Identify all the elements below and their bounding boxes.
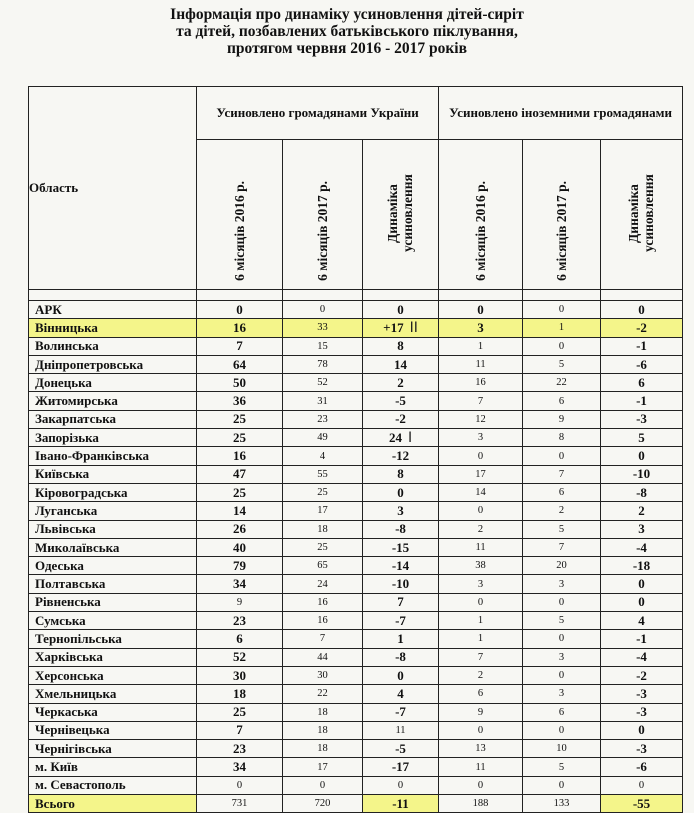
foreign-2016: 38 [439,557,523,575]
foreign-2017: 9 [523,410,601,428]
spacer-cell [601,290,683,301]
ukraine-2016: 16 [197,447,283,465]
ukraine-2016: 26 [197,520,283,538]
ukraine-2017: 0 [283,301,363,319]
ukraine-dynamics: 8 [363,337,439,355]
ukraine-2016: 16 [197,319,283,337]
region-name: Сумська [29,612,197,630]
foreign-2017: 0 [523,593,601,611]
ukraine-2016: 0 [197,776,283,794]
region-name: Одеська [29,557,197,575]
ukraine-2016: 23 [197,740,283,758]
ukraine-2016: 25 [197,410,283,428]
foreign-2017: 0 [523,301,601,319]
foreign-2017: 0 [523,630,601,648]
foreign-dynamics: -55 [601,795,683,813]
adoption-table [28,86,683,813]
region-name: Київська [29,465,197,483]
ukraine-2017: 55 [283,465,363,483]
foreign-dynamics: -1 [601,337,683,355]
foreign-dynamics: -3 [601,740,683,758]
region-name: Рівненська [29,593,197,611]
ukraine-2017: 22 [283,685,363,703]
foreign-2017: 133 [523,795,601,813]
table-row [29,392,683,410]
ukraine-dynamics: 14 [363,355,439,373]
ukraine-2017: 18 [283,703,363,721]
foreign-2016: 6 [439,685,523,703]
ukraine-dynamics: -5 [363,392,439,410]
ukraine-dynamics: +17 II [363,319,439,337]
region-column-header: Область [29,87,197,290]
foreign-dynamics: 4 [601,612,683,630]
spacer-cell [283,290,363,301]
ukraine-2016: 9 [197,593,283,611]
region-name: Івано-Франківська [29,447,197,465]
foreign-2016: 1 [439,612,523,630]
ukraine-2017: 24 [283,575,363,593]
foreign-dynamics: -1 [601,392,683,410]
foreign-2016: 2 [439,520,523,538]
ukraine-2017: 65 [283,557,363,575]
table-row [29,301,683,319]
ukraine-2017: 52 [283,374,363,392]
ukraine-2016: 731 [197,795,283,813]
foreign-2017: 0 [523,666,601,684]
region-name: Волинська [29,337,197,355]
region-name: Львівська [29,520,197,538]
table-row [29,483,683,501]
foreign-2017: 6 [523,392,601,410]
ukraine-dynamics: -7 [363,612,439,630]
table-row [29,520,683,538]
foreign-2016: 14 [439,483,523,501]
table-row [29,703,683,721]
foreign-2017: 3 [523,648,601,666]
group-header-foreign: Усиновлено іноземними громадянами [439,87,683,140]
region-name: Миколаївська [29,538,197,556]
ukraine-2016: 6 [197,630,283,648]
foreign-2016: 7 [439,648,523,666]
foreign-2017: 6 [523,703,601,721]
foreign-2017: 8 [523,429,601,447]
foreign-dynamics: 0 [601,575,683,593]
table-row [29,429,683,447]
table-row [29,630,683,648]
ukraine-2017: 25 [283,538,363,556]
ukraine-dynamics: 0 [363,776,439,794]
table-row [29,502,683,520]
table-row [29,374,683,392]
header-ukraine-dynamics: Динаміка усиновлення [363,140,439,290]
ukraine-2017: 720 [283,795,363,813]
foreign-2016: 11 [439,538,523,556]
region-name: Хмельницька [29,685,197,703]
foreign-2016: 16 [439,374,523,392]
foreign-2017: 5 [523,758,601,776]
ukraine-2017: 18 [283,520,363,538]
ukraine-2016: 30 [197,666,283,684]
ukraine-dynamics: 3 [363,502,439,520]
foreign-2017: 1 [523,319,601,337]
ukraine-2016: 79 [197,557,283,575]
foreign-dynamics: -8 [601,483,683,501]
foreign-2016: 188 [439,795,523,813]
region-name: Закарпатська [29,410,197,428]
ukraine-2016: 14 [197,502,283,520]
foreign-dynamics: 0 [601,721,683,739]
foreign-dynamics: -18 [601,557,683,575]
ukraine-2017: 18 [283,740,363,758]
region-name: Луганська [29,502,197,520]
region-name: Кіровоградська [29,483,197,501]
ukraine-dynamics: 8 [363,465,439,483]
foreign-dynamics: -3 [601,703,683,721]
foreign-dynamics: -2 [601,319,683,337]
region-name: Чернівецька [29,721,197,739]
total-row [29,795,683,813]
foreign-2016: 2 [439,666,523,684]
ukraine-2016: 40 [197,538,283,556]
region-name: Черкаська [29,703,197,721]
ukraine-dynamics: 11 [363,721,439,739]
table-row [29,355,683,373]
foreign-2017: 20 [523,557,601,575]
group-header-ukraine: Усиновлено громадянами України [197,87,439,140]
ukraine-2017: 15 [283,337,363,355]
ukraine-dynamics: -12 [363,447,439,465]
foreign-2017: 2 [523,502,601,520]
ukraine-dynamics: 4 [363,685,439,703]
handwritten-mark-i: I [407,429,413,446]
foreign-2017: 3 [523,685,601,703]
region-name: Вінницька [29,319,197,337]
ukraine-2016: 52 [197,648,283,666]
foreign-2017: 0 [523,337,601,355]
table-row [29,776,683,794]
table-row [29,337,683,355]
foreign-dynamics: 0 [601,776,683,794]
ukraine-2017: 31 [283,392,363,410]
foreign-2016: 3 [439,319,523,337]
ukraine-dynamics: -2 [363,410,439,428]
ukraine-2017: 78 [283,355,363,373]
header-foreign-dynamics: Динаміка усиновлення [601,140,683,290]
table-row [29,593,683,611]
ukraine-2016: 25 [197,429,283,447]
region-name: АРК [29,301,197,319]
handwritten-mark-ii: II [409,319,418,336]
foreign-2016: 0 [439,301,523,319]
foreign-2016: 0 [439,593,523,611]
ukraine-2017: 7 [283,630,363,648]
foreign-dynamics: -10 [601,465,683,483]
ukraine-2016: 50 [197,374,283,392]
foreign-2017: 3 [523,575,601,593]
foreign-2016: 0 [439,447,523,465]
foreign-2016: 11 [439,355,523,373]
region-name: Тернопільська [29,630,197,648]
ukraine-2016: 47 [197,465,283,483]
foreign-dynamics: -4 [601,538,683,556]
foreign-2016: 3 [439,429,523,447]
ukraine-dynamics: -17 [363,758,439,776]
foreign-2017: 0 [523,776,601,794]
foreign-2016: 1 [439,337,523,355]
title-line-2: та дітей, позбавлених батьківського піклування, [176,23,518,40]
foreign-2017: 5 [523,355,601,373]
foreign-dynamics: 2 [601,502,683,520]
table-row [29,758,683,776]
ukraine-dynamics: -7 [363,703,439,721]
ukraine-2017: 18 [283,721,363,739]
title-line-1: Інформація про динаміку усиновлення дітей-сиріт [170,6,524,23]
table-row [29,666,683,684]
foreign-2017: 6 [523,483,601,501]
foreign-2016: 13 [439,740,523,758]
ukraine-2016: 7 [197,721,283,739]
ukraine-2017: 33 [283,319,363,337]
foreign-2016: 7 [439,392,523,410]
total-label: Всього [29,795,197,813]
ukraine-2016: 0 [197,301,283,319]
region-name: Чернігівська [29,740,197,758]
foreign-dynamics: 0 [601,301,683,319]
foreign-2016: 0 [439,721,523,739]
ukraine-2016: 25 [197,483,283,501]
ukraine-2016: 34 [197,758,283,776]
foreign-2017: 0 [523,447,601,465]
foreign-dynamics: -1 [601,630,683,648]
ukraine-dynamics: -15 [363,538,439,556]
ukraine-2016: 64 [197,355,283,373]
ukraine-2017: 17 [283,758,363,776]
ukraine-dynamics: 24 I [363,429,439,447]
region-name: м. Севастополь [29,776,197,794]
spacer-cell [523,290,601,301]
header-ukraine-2016: 6 місяців 2016 р. [197,140,283,290]
spacer-cell [197,290,283,301]
ukraine-dynamics: -10 [363,575,439,593]
ukraine-dynamics: -8 [363,520,439,538]
ukraine-2017: 44 [283,648,363,666]
foreign-dynamics: 3 [601,520,683,538]
ukraine-dynamics: -8 [363,648,439,666]
foreign-2017: 0 [523,721,601,739]
table-row [29,465,683,483]
table-row [29,648,683,666]
ukraine-dynamics: 2 [363,374,439,392]
document-title [0,6,694,57]
foreign-dynamics: -4 [601,648,683,666]
foreign-2017: 5 [523,612,601,630]
foreign-dynamics: 6 [601,374,683,392]
header-foreign-2017: 6 місяців 2017 р. [523,140,601,290]
table-row [29,319,683,337]
ukraine-2016: 34 [197,575,283,593]
foreign-dynamics: -6 [601,758,683,776]
region-name: Полтавська [29,575,197,593]
ukraine-dynamics: 1 [363,630,439,648]
foreign-2017: 7 [523,538,601,556]
spacer-cell [363,290,439,301]
spacer-cell [439,290,523,301]
ukraine-2016: 18 [197,685,283,703]
spacer-cell [29,290,197,301]
ukraine-2017: 49 [283,429,363,447]
table-row [29,721,683,739]
foreign-dynamics: -6 [601,355,683,373]
ukraine-2016: 23 [197,612,283,630]
ukraine-dynamics: 0 [363,483,439,501]
foreign-dynamics: -3 [601,685,683,703]
table-row [29,410,683,428]
ukraine-2017: 16 [283,593,363,611]
foreign-2016: 0 [439,502,523,520]
ukraine-2017: 23 [283,410,363,428]
table-row [29,740,683,758]
foreign-2016: 0 [439,776,523,794]
ukraine-2016: 25 [197,703,283,721]
region-name: м. Київ [29,758,197,776]
region-name: Харківська [29,648,197,666]
foreign-dynamics: -3 [601,410,683,428]
foreign-2017: 10 [523,740,601,758]
foreign-2017: 22 [523,374,601,392]
ukraine-2017: 16 [283,612,363,630]
ukraine-2016: 7 [197,337,283,355]
region-name: Дніпропетровська [29,355,197,373]
ukraine-dynamics: -5 [363,740,439,758]
foreign-dynamics: 0 [601,593,683,611]
ukraine-dynamics: -14 [363,557,439,575]
table-row [29,612,683,630]
foreign-2016: 1 [439,630,523,648]
ukraine-2017: 0 [283,776,363,794]
ukraine-2017: 30 [283,666,363,684]
title-line-3: протягом червня 2016 - 2017 років [226,40,467,57]
foreign-2016: 9 [439,703,523,721]
table-row [29,575,683,593]
ukraine-dynamics: -11 [363,795,439,813]
foreign-2016: 11 [439,758,523,776]
header-ukraine-2017: 6 місяців 2017 р. [283,140,363,290]
ukraine-dynamics: 0 [363,301,439,319]
table-row [29,557,683,575]
foreign-2017: 5 [523,520,601,538]
foreign-2016: 3 [439,575,523,593]
ukraine-dynamics: 7 [363,593,439,611]
table-row [29,685,683,703]
ukraine-2017: 17 [283,502,363,520]
table-row [29,447,683,465]
region-name: Запорізька [29,429,197,447]
foreign-dynamics: -2 [601,666,683,684]
ukraine-2016: 36 [197,392,283,410]
region-name: Донецька [29,374,197,392]
foreign-2016: 17 [439,465,523,483]
ukraine-2017: 25 [283,483,363,501]
foreign-dynamics: 5 [601,429,683,447]
region-name: Житомирська [29,392,197,410]
foreign-dynamics: 0 [601,447,683,465]
ukraine-2017: 4 [283,447,363,465]
foreign-2016: 12 [439,410,523,428]
header-foreign-2016: 6 місяців 2016 р. [439,140,523,290]
table-row [29,538,683,556]
region-name: Херсонська [29,666,197,684]
foreign-2017: 7 [523,465,601,483]
ukraine-dynamics: 0 [363,666,439,684]
